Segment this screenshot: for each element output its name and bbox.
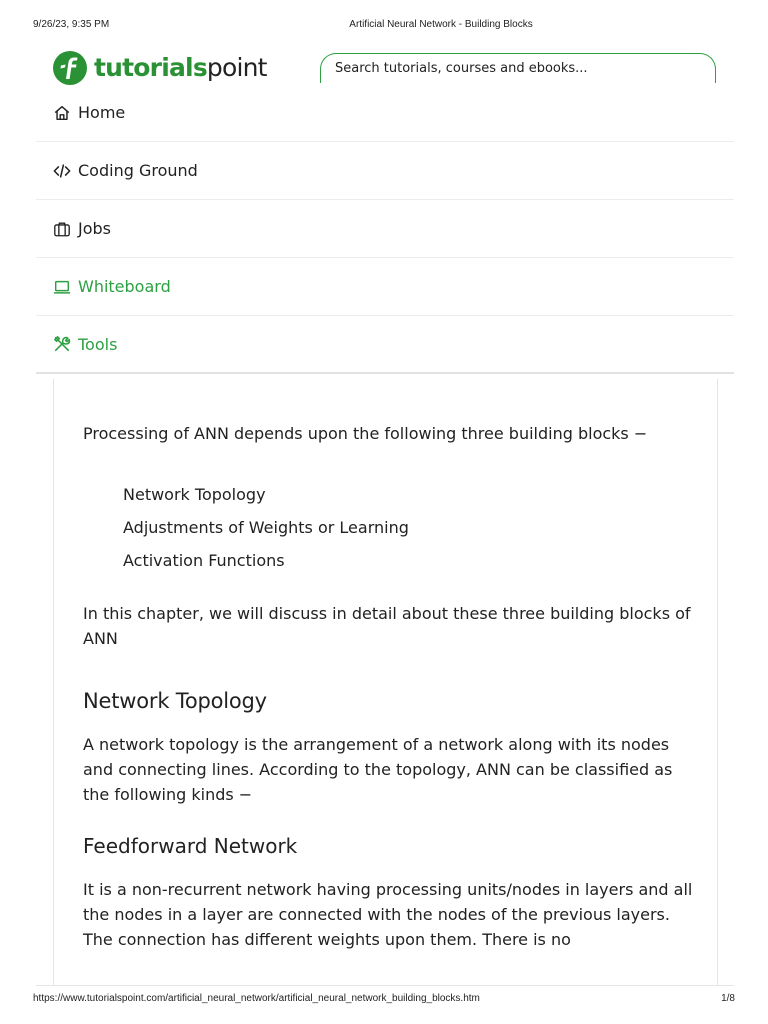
list-item: Network Topology — [123, 485, 266, 504]
tools-icon — [52, 334, 72, 354]
article-card — [53, 379, 718, 985]
list-item: Adjustments of Weights or Learning — [123, 518, 409, 537]
main-nav — [36, 84, 734, 374]
intro-paragraph: Processing of ANN depends upon the following three building blocks − — [83, 424, 648, 443]
print-header — [0, 0, 768, 40]
nav-item-label: Coding Ground — [78, 161, 198, 180]
section-paragraph: A network topology is the arrangement of a network along with its nodes and connecting lines. According to the topology, ANN can be classified as the following kinds − — [83, 735, 673, 804]
subsection-heading: Feedforward Network — [83, 834, 298, 858]
site-logo-text — [94, 50, 267, 86]
search-box — [320, 53, 716, 83]
logo-text-tutorials: tutorials — [94, 53, 207, 82]
footer-divider — [36, 985, 734, 986]
chapter-note-paragraph: In this chapter, we will discuss in detail about these three building blocks of ANN — [83, 604, 691, 648]
print-page-number: 1/8 — [721, 993, 735, 1004]
nav-item-tools[interactable] — [36, 316, 734, 374]
nav-item-label: Tools — [78, 334, 118, 354]
section-heading: Network Topology — [83, 689, 267, 713]
site-header — [52, 48, 720, 88]
nav-item-coding-ground[interactable] — [36, 142, 734, 200]
site-logo[interactable] — [52, 50, 267, 86]
whiteboard-icon — [52, 277, 72, 297]
logo-text-point: point — [206, 53, 267, 82]
list-item: Activation Functions — [123, 551, 285, 570]
nav-item-jobs[interactable] — [36, 200, 734, 258]
search-input[interactable] — [335, 61, 695, 76]
home-icon — [52, 103, 72, 123]
nav-item-label: Home — [78, 103, 126, 122]
print-url: https://www.tutorialspoint.com/artificial_neural_network/artificial_neural_network_building_blocks.htm — [33, 993, 480, 1004]
nav-item-home[interactable] — [36, 84, 734, 142]
print-datetime: 9/26/23, 9:35 PM — [33, 19, 110, 30]
code-icon — [52, 161, 72, 181]
building-blocks-list — [123, 478, 409, 577]
print-page-title: Artificial Neural Network - Building Blocks — [349, 19, 533, 30]
subsection-paragraph: It is a non-recurrent network having processing units/nodes in layers and all the nodes in a layer are connected with the nodes of the previous layers. The connection has different weights upon them. There is no — [83, 880, 693, 949]
tutorialspoint-logo-icon — [52, 50, 88, 86]
nav-item-whiteboard[interactable] — [36, 258, 734, 316]
nav-item-label: Whiteboard — [78, 277, 171, 296]
nav-item-label: Jobs — [78, 219, 111, 238]
briefcase-icon — [52, 219, 72, 239]
